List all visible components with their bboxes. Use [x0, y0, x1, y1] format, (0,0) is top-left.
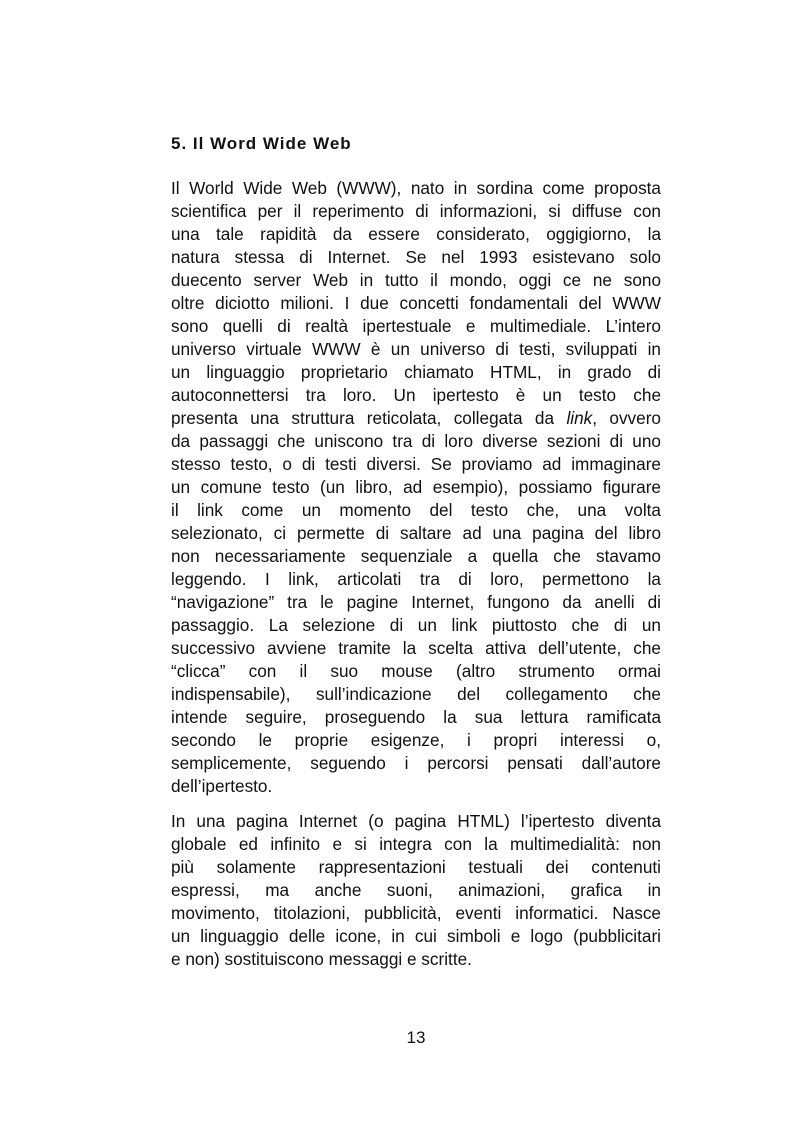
text-line: duecento server Web in tutto il mondo, oggi ce ne sono — [171, 270, 661, 290]
text-line: non necessariamente sequenziale a quella che stavamo — [171, 546, 661, 566]
text-line: natura stessa di Internet. Se nel 1993 esistevano solo — [171, 247, 661, 267]
text-line: e non) sostituiscono messaggi e scritte. — [171, 949, 472, 969]
text-line: stesso testo, o di testi diversi. Se proviamo ad immaginare — [171, 454, 661, 474]
text-line: dell’ipertesto. — [171, 776, 273, 796]
text-segment: presenta una struttura reticolata, collegata da — [171, 408, 567, 428]
paragraph-2 — [171, 810, 661, 971]
text-line: un comune testo (un libro, ad esempio), possiamo figurare — [171, 477, 661, 497]
text-line: leggendo. I link, articolati tra di loro, permettono la — [171, 569, 661, 589]
text-line: semplicemente, seguendo i percorsi pensati dall’autore — [171, 753, 661, 773]
text-line: passaggio. La selezione di un link piuttosto che di un — [171, 615, 661, 635]
text-line: da passaggi che uniscono tra di loro diverse sezioni di uno — [171, 431, 661, 451]
section-heading: 5. Il Word Wide Web — [171, 134, 352, 153]
text-line: una tale rapidità da essere considerato, oggigiorno, la — [171, 224, 661, 244]
text-line: intende seguire, proseguendo la sua lettura ramificata — [171, 707, 661, 727]
text-line: scientifica per il reperimento di informazioni, si diffuse con — [171, 201, 661, 221]
text-line: globale ed infinito e si integra con la multimedialità: non — [171, 834, 661, 854]
text-line: universo virtuale WWW è un universo di testi, sviluppati in — [171, 339, 661, 359]
text-line: sono quelli di realtà ipertestuale e multimediale. L’intero — [171, 316, 661, 336]
paragraph-1 — [171, 177, 661, 798]
text-line: espressi, ma anche suoni, animazioni, grafica in — [171, 880, 661, 900]
text-line: il link come un momento del testo che, una volta — [171, 500, 661, 520]
text-line: successivo avviene tramite la scelta attiva dell’utente, che — [171, 638, 661, 658]
text-line: autoconnettersi tra loro. Un ipertesto è un testo che — [171, 385, 661, 405]
emphasized-term-link: link — [566, 408, 593, 428]
text-line-with-emphasis — [171, 407, 661, 430]
text-line: “clicca” con il suo mouse (altro strumento ormai — [171, 661, 661, 681]
text-line: secondo le proprie esigenze, i propri interessi o, — [171, 730, 661, 750]
text-line: oltre diciotto milioni. I due concetti fondamentali del WWW — [171, 293, 661, 313]
text-line: indispensabile), sull’indicazione del collegamento che — [171, 684, 661, 704]
text-line: più solamente rappresentazioni testuali dei contenuti — [171, 857, 661, 877]
text-line: un linguaggio delle icone, in cui simboli e logo (pubblicitari — [171, 926, 661, 946]
text-line: movimento, titolazioni, pubblicità, eventi informatici. Nasce — [171, 903, 661, 923]
text-line: Il World Wide Web (WWW), nato in sordina come proposta — [171, 178, 661, 198]
text-line: In una pagina Internet (o pagina HTML) l’ipertesto diventa — [171, 811, 661, 831]
page-number: 13 — [406, 1028, 426, 1047]
text-segment: , ovvero — [592, 408, 661, 428]
text-line: selezionato, ci permette di saltare ad una pagina del libro — [171, 523, 661, 543]
text-line: “navigazione” tra le pagine Internet, fungono da anelli di — [171, 592, 661, 612]
text-line: un linguaggio proprietario chiamato HTML, in grado di — [171, 362, 661, 382]
